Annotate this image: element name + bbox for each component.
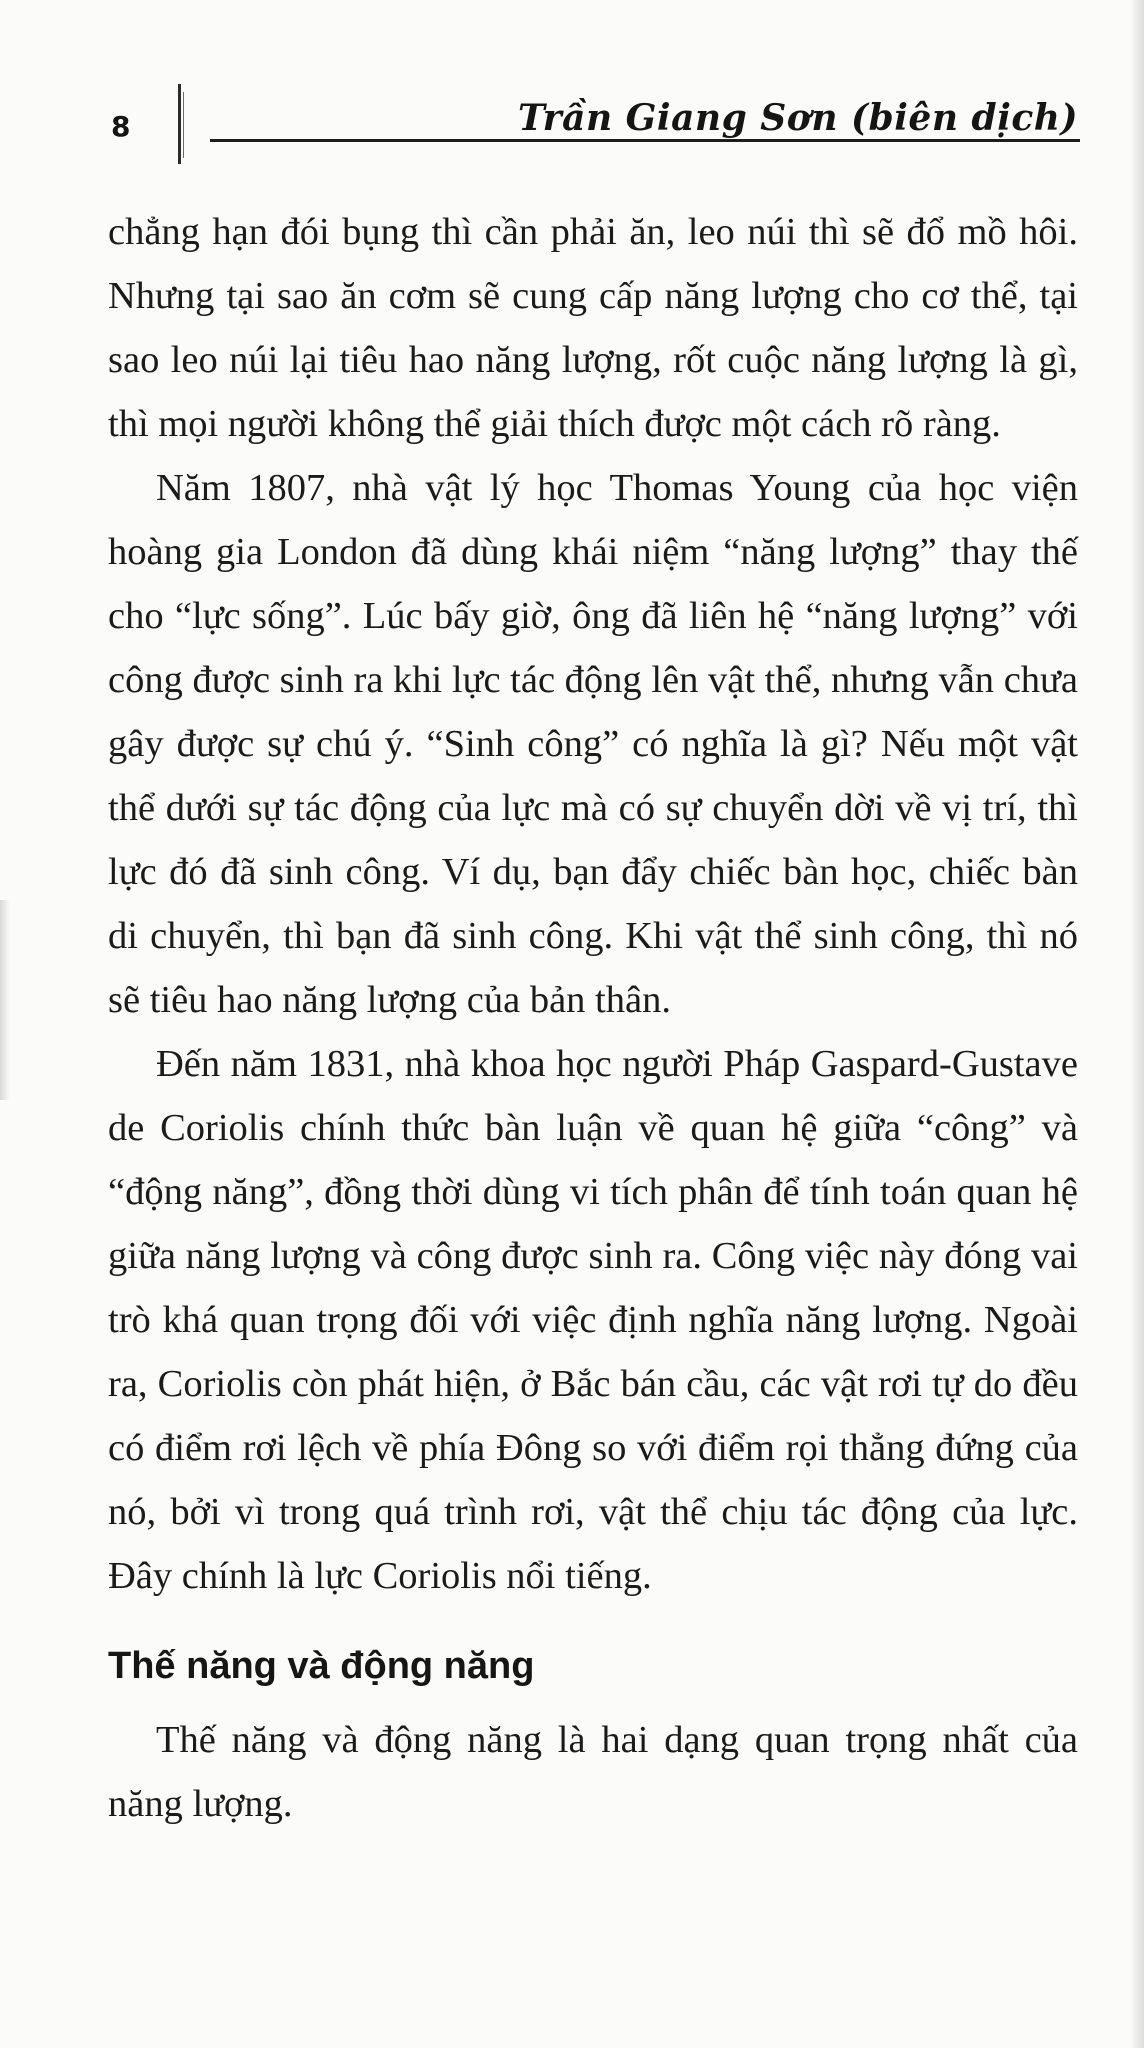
header-divider-bar <box>178 84 181 164</box>
paragraph: Thế năng và động năng là hai dạng quan trọng nhất của năng lượng. <box>108 1719 1078 1825</box>
section-heading: Thế năng và động năng <box>108 1645 535 1687</box>
running-header-author: Trần Giang Sơn (biên dịch) <box>518 97 1078 139</box>
paragraph: chẳng hạn đói bụng thì cần phải ăn, leo núi thì sẽ đổ mồ hôi. Nhưng tại sao ăn cơm sẽ cung cấp năng lượng cho cơ thể, tại sao leo núi lại tiêu hao năng lượng, rốt cuộc năng lượng là gì, thì mọi người không thể giải thích được một cách rõ ràng. <box>108 211 1078 445</box>
header-rule <box>210 139 1080 142</box>
paragraph: Năm 1807, nhà vật lý học Thomas Young của học viện hoàng gia London đã dùng khái niệm “năng lượng” thay thế cho “lực sống”. Lúc bấy giờ, ông đã liên hệ “năng lượng” với công được sinh ra khi lực tác động lên vật thể, nhưng vẫn chưa gây được sự chú ý. “Sinh công” có nghĩa là gì? Nếu một vật thể dưới sự tác động của lực mà có sự chuyển dời về vị trí, thì lực đó đã sinh công. Ví dụ, bạn đẩy chiếc bàn học, chiếc bàn di chuyển, thì bạn đã sinh công. Khi vật thể sinh công, thì nó sẽ tiêu hao năng lượng của bản thân. <box>108 467 1078 1021</box>
body-text <box>108 200 1078 1836</box>
page-gutter-shadow <box>0 900 10 1100</box>
paragraph: Đến năm 1831, nhà khoa học người Pháp Gaspard-Gustave de Coriolis chính thức bàn luận về quan hệ giữa “công” và “động năng”, đồng thời dùng vi tích phân để tính toán quan hệ giữa năng lượng và công được sinh ra. Công việc này đóng vai trò khá quan trọng đối với việc định nghĩa năng lượng. Ngoài ra, Coriolis còn phát hiện, ở Bắc bán cầu, các vật rơi tự do đều có điểm rơi lệch về phía Đông so với điểm rọi thẳng đứng của nó, bởi vì trong quá trình rơi, vật thể chịu tác động của lực. Đây chính là lực Coriolis nổi tiếng. <box>108 1043 1078 1597</box>
page-edge-shadow <box>1130 0 1144 2048</box>
page-number: 8 <box>111 110 131 143</box>
header-divider-bar-thin <box>183 92 184 158</box>
